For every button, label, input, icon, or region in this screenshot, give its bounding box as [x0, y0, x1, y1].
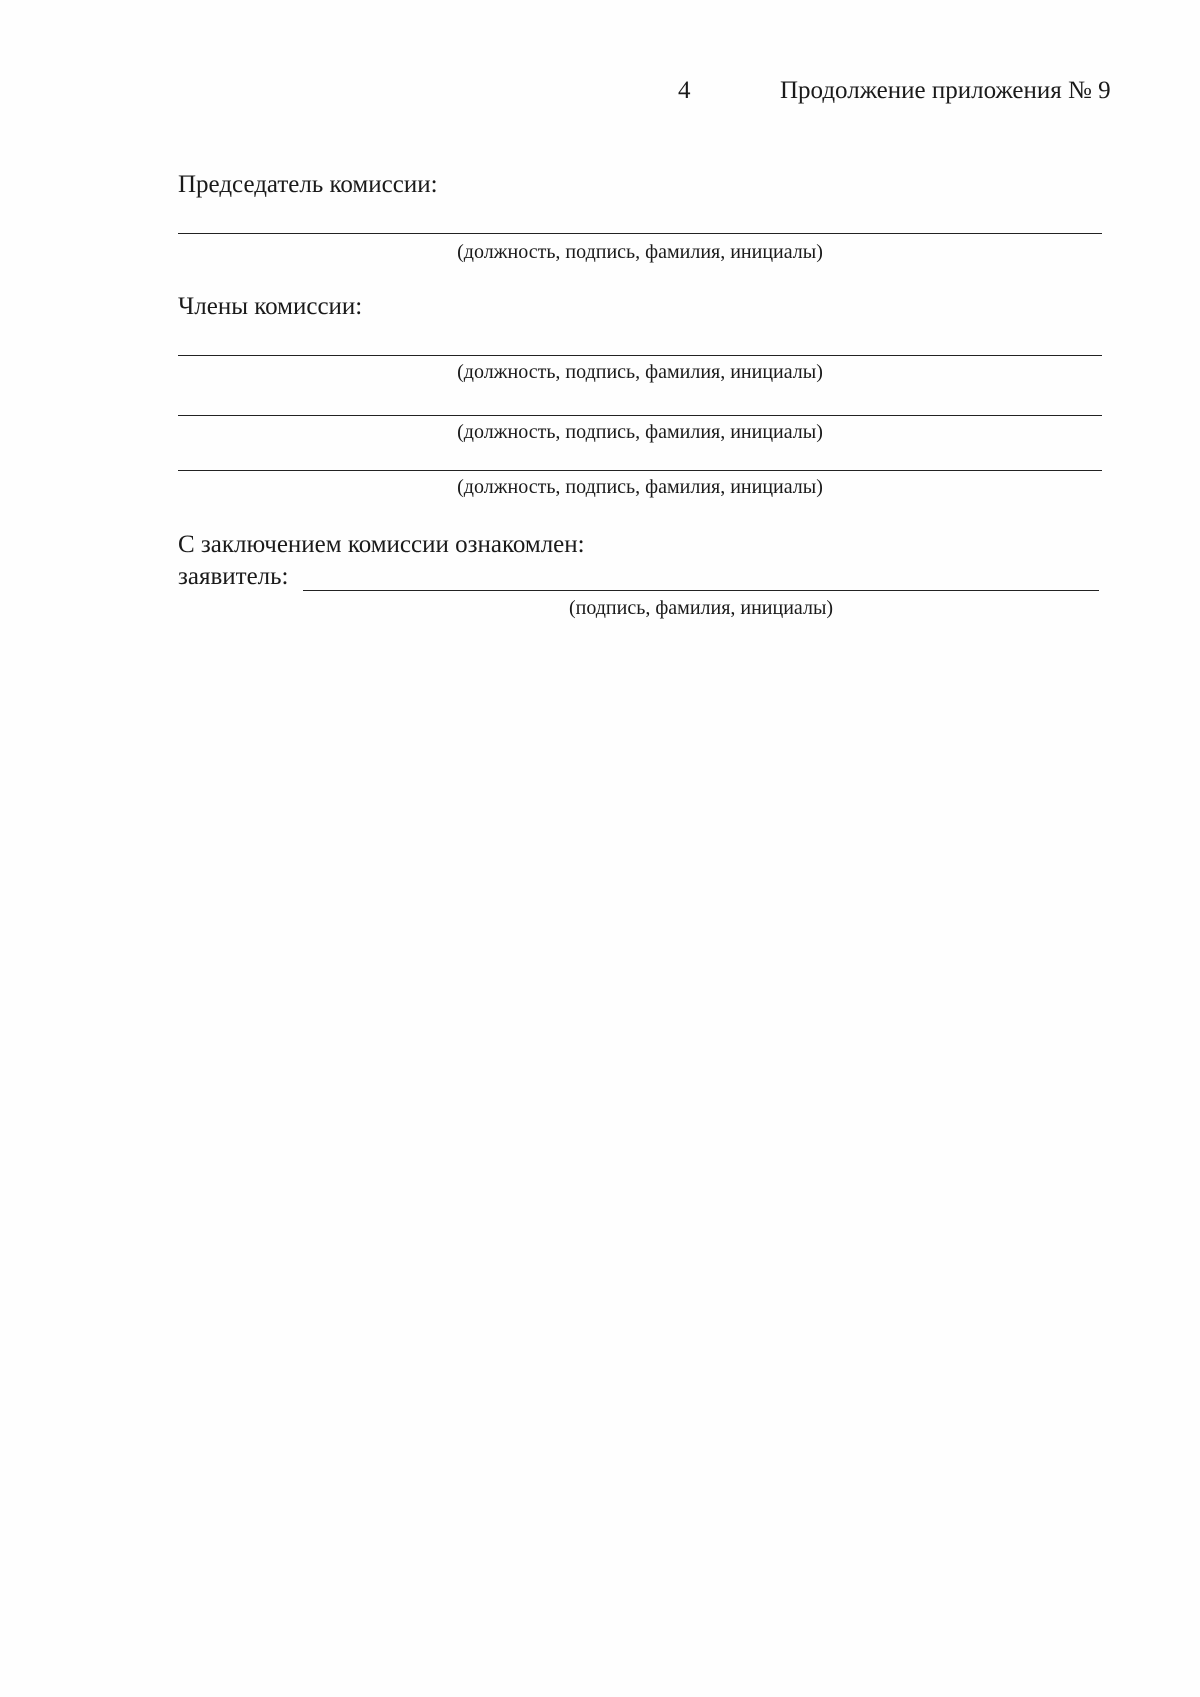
page-number: 4 — [678, 77, 691, 104]
member-signature-line — [178, 415, 1102, 416]
member-signature-line — [178, 470, 1102, 471]
members-label: Члены комиссии: — [178, 293, 363, 320]
chairman-caption: (должность, подпись, фамилия, инициалы) — [457, 241, 823, 263]
chairman-label: Председатель комиссии: — [178, 171, 438, 198]
member-caption: (должность, подпись, фамилия, инициалы) — [457, 421, 823, 443]
appendix-continuation-title: Продолжение приложения № 9 — [780, 77, 1111, 104]
member-signature-line — [178, 355, 1102, 356]
applicant-label: заявитель: — [178, 563, 289, 590]
acknowledgement-label: С заключением комиссии ознакомлен: — [178, 531, 585, 558]
chairman-signature-line — [178, 233, 1102, 234]
applicant-caption: (подпись, фамилия, инициалы) — [568, 597, 834, 619]
member-caption: (должность, подпись, фамилия, инициалы) — [457, 476, 823, 498]
member-caption: (должность, подпись, фамилия, инициалы) — [457, 361, 823, 383]
applicant-signature-line — [303, 590, 1099, 591]
